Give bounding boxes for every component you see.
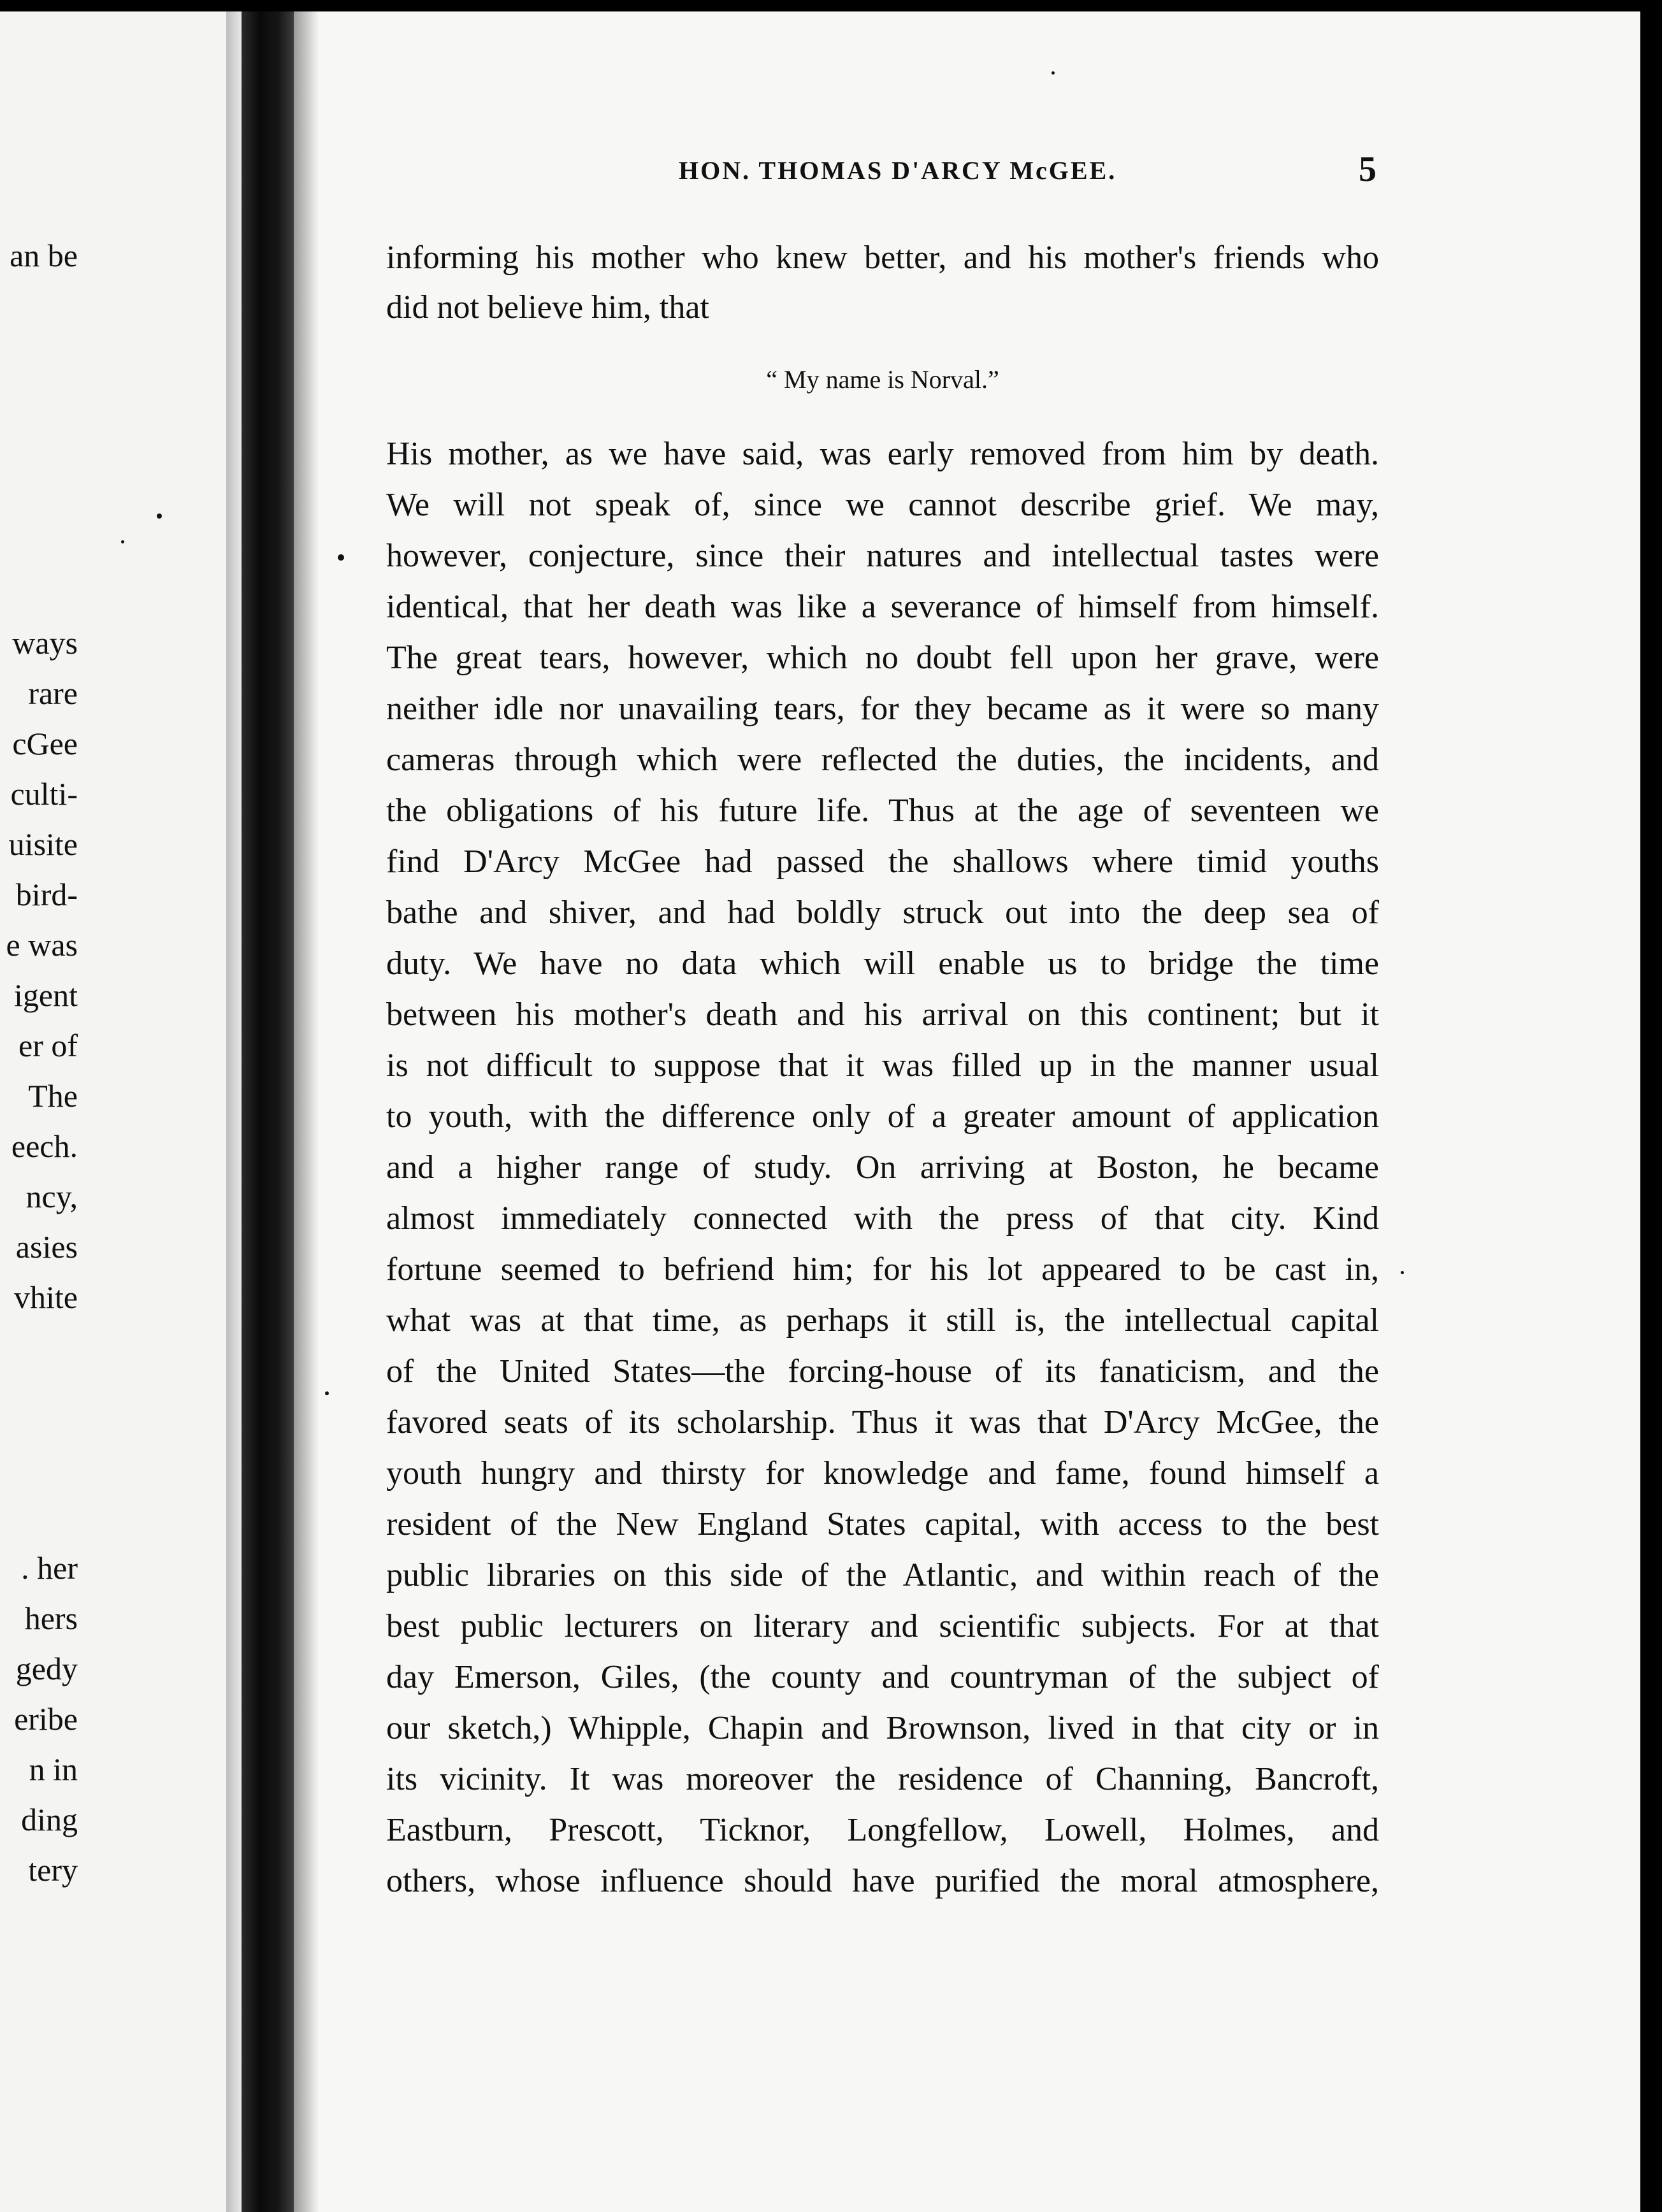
text-line: identical, that her death was like a severance of himself from himself. [386,589,1379,625]
facing-page-fragment: ding [21,1802,78,1837]
text-line: favored seats of its scholarship. Thus it was that D'Arcy McGee, the [386,1404,1379,1440]
facing-page-fragment: n in [29,1751,78,1787]
text-line: between his mother's death and his arrival on this continent; but it [386,996,1379,1033]
text-line: and a higher range of study. On arriving at Boston, he became [386,1149,1379,1186]
facing-page-fragment: eribe [14,1701,78,1737]
facing-page-fragment: gedy [15,1651,78,1686]
facing-page-fragment: The [28,1078,78,1114]
text-line: duty. We have no data which will enable us to bridge the time [386,945,1379,982]
scan-right-edge [1640,0,1662,2212]
running-header: HON. THOMAS D'ARCY McGEE. [679,156,1117,185]
text-line: informing his mother who knew better, and his mother's friends who [386,240,1379,276]
text-line: of the United States—the forcing-house of its fanaticism, and the [386,1353,1379,1390]
block-quote: “ My name is Norval.” [766,365,999,394]
text-line: its vicinity. It was moreover the residence of Channing, Bancroft, [386,1761,1379,1797]
facing-page-fragment: bird- [15,877,78,912]
scan-speck [121,540,124,543]
text-line: public libraries on this side of the Atlantic, and within reach of the [386,1557,1379,1593]
gutter-shadow [294,11,319,2212]
text-line: the obligations of his future life. Thus at the age of seventeen we [386,793,1379,829]
text-line: His mother, as we have said, was early removed from him by death. [386,436,1379,472]
text-line: resident of the New England States capital, with access to the best [386,1506,1379,1542]
facing-page-shadow [226,11,242,2212]
facing-page-fragment: igent [14,977,78,1013]
facing-page-fragment: asies [15,1229,78,1265]
text-line: to youth, with the difference only of a greater amount of application [386,1098,1379,1135]
scan-speck [325,1391,329,1395]
facing-page-fragment: e was [6,927,78,963]
facing-page-fragment: an be [10,238,78,273]
text-line: others, whose influence should have purified the moral atmosphere, [386,1863,1379,1899]
text-line: youth hungry and thirsty for knowledge and fame, found himself a [386,1455,1379,1491]
facing-page-fragment: tery [28,1852,78,1888]
facing-page-fragment: hers [24,1600,78,1636]
facing-page-fragment: er of [18,1028,78,1063]
text-line: however, conjecture, since their natures and intellectual tastes were [386,538,1379,574]
text-line: cameras through which were reflected the duties, the incidents, and [386,742,1379,778]
facing-page-fragment: uisite [8,826,78,862]
text-line: is not difficult to suppose that it was filled up in the manner usual [386,1047,1379,1084]
scan-speck [157,514,162,519]
text-line: The great tears, however, which no doubt fell upon her grave, were [386,640,1379,676]
facing-page-fragment: vhite [14,1279,78,1315]
text-line: almost immediately connected with the press of that city. Kind [386,1200,1379,1237]
text-line: what was at that time, as perhaps it still is, the intellectual capital [386,1302,1379,1339]
text-line: fortune seemed to befriend him; for his lot appeared to be cast in, [386,1251,1379,1288]
facing-page-fragment: . her [21,1550,78,1586]
book-gutter [242,11,294,2212]
text-line: Eastburn, Prescott, Ticknor, Longfellow, Lowell, Holmes, and [386,1812,1379,1848]
facing-page-fragment: ways [12,625,78,661]
page-number: 5 [1359,150,1377,189]
text-line: find D'Arcy McGee had passed the shallows where timid youths [386,844,1379,880]
text-line: neither idle nor unavailing tears, for they became as it were so many [386,691,1379,727]
facing-page-fragment: eech. [11,1128,78,1164]
text-line: day Emerson, Giles, (the county and countryman of the subject of [386,1659,1379,1695]
text-line: best public lecturers on literary and scientific subjects. For at that [386,1608,1379,1644]
scan-speck [1401,1271,1404,1274]
facing-page-fragment: culti- [10,776,78,812]
facing-page-fragment: rare [28,675,78,711]
text-line: our sketch,) Whipple, Chapin and Brownson, lived in that city or in [386,1710,1379,1746]
scan-speck [338,554,344,561]
scan-speck [1051,71,1055,75]
facing-page-fragment: ncy, [25,1179,78,1214]
text-line: did not believe him, that [386,289,709,326]
text-line: We will not speak of, since we cannot describe grief. We may, [386,487,1379,523]
facing-page-fragment: cGee [12,726,78,761]
text-line: bathe and shiver, and had boldly struck out into the deep sea of [386,894,1379,931]
scan-top-edge [0,0,1662,11]
